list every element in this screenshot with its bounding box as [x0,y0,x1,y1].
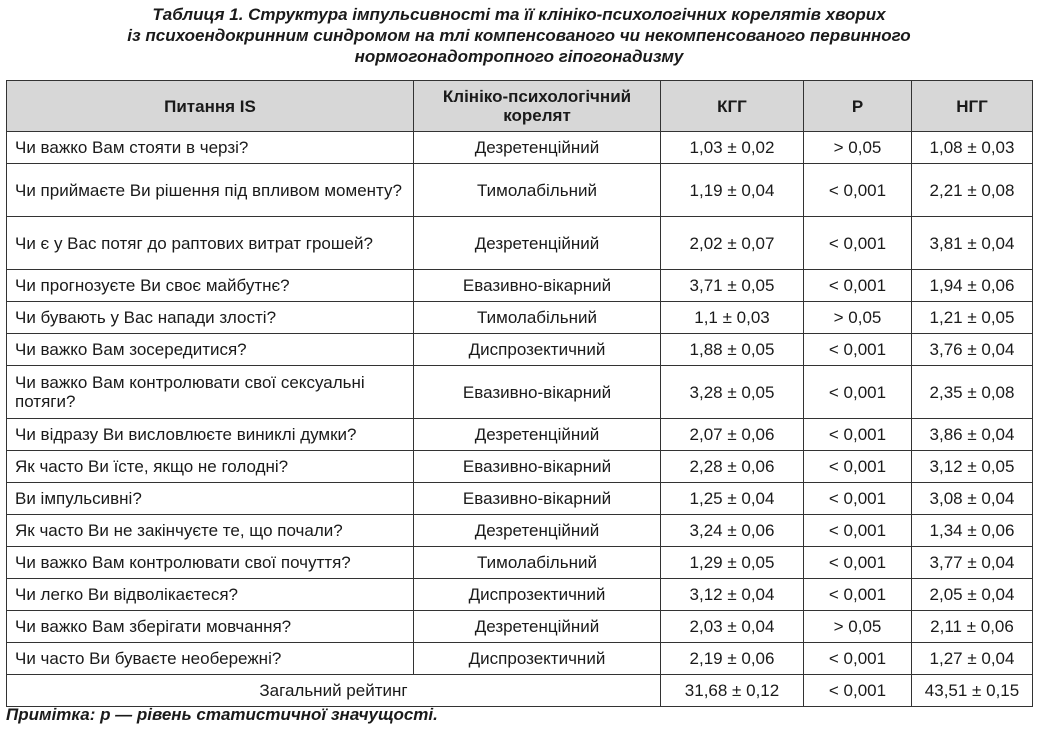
cell-correlate: Дезретенційний [414,611,661,643]
table-row [7,451,1033,483]
cell-kgg: 2,03 ± 0,04 [661,611,804,643]
total-kgg: 31,68 ± 0,12 [661,675,804,707]
cell-kgg: 2,07 ± 0,06 [661,419,804,451]
table-row [7,217,1033,270]
cell-p: < 0,001 [804,217,912,270]
cell-correlate: Дезретенційний [414,515,661,547]
cell-ngg: 2,05 ± 0,04 [912,579,1033,611]
cell-question: Чи відразу Ви висловлюєте виниклі думки? [7,419,414,451]
cell-ngg: 1,21 ± 0,05 [912,302,1033,334]
header-p: Р [804,81,912,132]
header-correlate: Клініко-психологічний корелят [414,81,661,132]
cell-kgg: 1,19 ± 0,04 [661,164,804,217]
header-ngg: НГГ [912,81,1033,132]
cell-p: < 0,001 [804,483,912,515]
cell-question: Чи важко Вам контролювати свої сексуальні потяги? [7,366,414,419]
cell-question: Чи часто Ви буваєте необережні? [7,643,414,675]
table-row [7,366,1033,419]
cell-question: Чи бувають у Вас напади злості? [7,302,414,334]
cell-correlate: Евазивно-вікарний [414,366,661,419]
cell-question: Як часто Ви не закінчуєте те, що почали? [7,515,414,547]
data-table [6,80,1033,707]
cell-p: < 0,001 [804,366,912,419]
caption-line-1: Таблиця 1. Структура імпульсивності та її клініко-психологічних корелятів хворих [152,5,886,24]
caption-line-3: нормогонадотропного гіпогонадизму [354,47,684,66]
cell-p: < 0,001 [804,547,912,579]
cell-kgg: 3,24 ± 0,06 [661,515,804,547]
table-row [7,419,1033,451]
table-row [7,643,1033,675]
cell-kgg: 1,88 ± 0,05 [661,334,804,366]
table-row [7,132,1033,164]
cell-correlate: Диспрозектичний [414,643,661,675]
cell-ngg: 3,12 ± 0,05 [912,451,1033,483]
cell-correlate: Дезретенційний [414,132,661,164]
cell-p: < 0,001 [804,419,912,451]
cell-correlate: Диспрозектичний [414,334,661,366]
cell-correlate: Евазивно-вікарний [414,270,661,302]
cell-kgg: 1,25 ± 0,04 [661,483,804,515]
cell-question: Чи важко Вам стояти в черзі? [7,132,414,164]
cell-correlate: Евазивно-вікарний [414,483,661,515]
table-row [7,547,1033,579]
table-note: Примітка: р — рівень статистичної значущості. [6,705,438,724]
cell-question: Чи легко Ви відволікаєтеся? [7,579,414,611]
cell-ngg: 2,11 ± 0,06 [912,611,1033,643]
cell-question: Як часто Ви їсте, якщо не голодні? [7,451,414,483]
cell-question: Чи є у Вас потяг до раптових витрат грошей? [7,217,414,270]
total-p: < 0,001 [804,675,912,707]
total-ngg: 43,51 ± 0,15 [912,675,1033,707]
cell-p: > 0,05 [804,302,912,334]
cell-ngg: 3,81 ± 0,04 [912,217,1033,270]
total-label: Загальний рейтинг [7,675,661,707]
cell-question: Чи приймаєте Ви рішення під впливом моменту? [7,164,414,217]
cell-correlate: Дезретенційний [414,217,661,270]
cell-p: < 0,001 [804,515,912,547]
cell-ngg: 2,35 ± 0,08 [912,366,1033,419]
cell-p: < 0,001 [804,164,912,217]
table-row [7,270,1033,302]
cell-kgg: 2,02 ± 0,07 [661,217,804,270]
cell-ngg: 2,21 ± 0,08 [912,164,1033,217]
cell-kgg: 3,71 ± 0,05 [661,270,804,302]
cell-kgg: 2,19 ± 0,06 [661,643,804,675]
cell-ngg: 3,76 ± 0,04 [912,334,1033,366]
cell-kgg: 2,28 ± 0,06 [661,451,804,483]
cell-ngg: 1,08 ± 0,03 [912,132,1033,164]
cell-ngg: 1,94 ± 0,06 [912,270,1033,302]
cell-p: > 0,05 [804,611,912,643]
cell-ngg: 3,86 ± 0,04 [912,419,1033,451]
table-row [7,611,1033,643]
cell-correlate: Тимолабільний [414,547,661,579]
cell-question: Ви імпульсивні? [7,483,414,515]
cell-kgg: 1,1 ± 0,03 [661,302,804,334]
caption-line-2: із психоендокринним синдромом на тлі компенсованого чи некомпенсованого первинного [127,26,911,45]
table-row [7,483,1033,515]
cell-p: < 0,001 [804,579,912,611]
cell-p: < 0,001 [804,334,912,366]
table-row [7,579,1033,611]
cell-correlate: Дезретенційний [414,419,661,451]
table-row [7,334,1033,366]
cell-question: Чи важко Вам контролювати свої почуття? [7,547,414,579]
cell-ngg: 1,27 ± 0,04 [912,643,1033,675]
cell-correlate: Тимолабільний [414,164,661,217]
cell-p: < 0,001 [804,643,912,675]
cell-ngg: 3,08 ± 0,04 [912,483,1033,515]
cell-correlate: Тимолабільний [414,302,661,334]
cell-correlate: Диспрозектичний [414,579,661,611]
cell-p: > 0,05 [804,132,912,164]
cell-ngg: 3,77 ± 0,04 [912,547,1033,579]
cell-question: Чи прогнозуєте Ви своє майбутнє? [7,270,414,302]
table-row [7,302,1033,334]
cell-p: < 0,001 [804,270,912,302]
table-header-row [7,81,1033,132]
cell-correlate: Евазивно-вікарний [414,451,661,483]
table-row [7,515,1033,547]
cell-kgg: 1,29 ± 0,05 [661,547,804,579]
cell-p: < 0,001 [804,451,912,483]
cell-kgg: 3,28 ± 0,05 [661,366,804,419]
cell-kgg: 3,12 ± 0,04 [661,579,804,611]
table-caption [0,4,1038,67]
cell-kgg: 1,03 ± 0,02 [661,132,804,164]
table-row [7,164,1033,217]
cell-ngg: 1,34 ± 0,06 [912,515,1033,547]
total-row [7,675,1033,707]
cell-question: Чи важко Вам зосередитися? [7,334,414,366]
header-kgg: КГГ [661,81,804,132]
header-question: Питання IS [7,81,414,132]
cell-question: Чи важко Вам зберігати мовчання? [7,611,414,643]
